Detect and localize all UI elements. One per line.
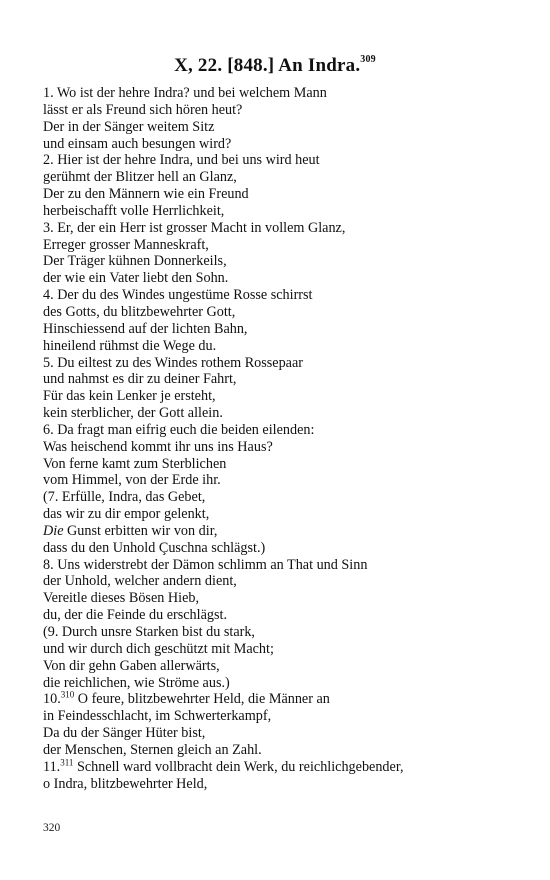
poem-line: [43, 557, 513, 574]
poem-line: [43, 607, 513, 624]
poem-title-text: X, 22. [848.] An Indra.: [174, 55, 361, 76]
verse-number: 10.: [43, 691, 61, 708]
line-text: Von dir gehn Gaben allerwärts,: [43, 657, 220, 674]
poem-line: [43, 405, 513, 422]
line-text: Der Träger kühnen Donnerkeils,: [43, 253, 227, 270]
line-text: O feure, blitzbewehrter Held, die Männer an: [74, 691, 330, 708]
poem-line: [43, 355, 513, 372]
poem-line: [43, 523, 513, 540]
line-text: 2. Hier ist der hehre Indra, und bei uns wird heut: [43, 152, 320, 169]
poem-line: [43, 456, 513, 473]
poem-line: [43, 708, 513, 725]
line-text: und wir durch dich geschützt mit Macht;: [43, 640, 274, 657]
poem-line: [43, 136, 513, 153]
line-text: (7. Erfülle, Indra, das Gebet,: [43, 489, 206, 506]
line-text: gerühmt der Blitzer hell an Glanz,: [43, 169, 237, 186]
line-text: 4. Der du des Windes ungestüme Rosse schirrst: [43, 287, 313, 304]
line-text: Erreger grosser Manneskraft,: [43, 236, 209, 253]
line-text: kein sterblicher, der Gott allein.: [43, 405, 223, 422]
line-text: Der in der Sänger weitem Sitz: [43, 118, 215, 135]
line-text: hineilend rühmst die Wege du.: [43, 337, 217, 354]
poem-line: [43, 237, 513, 254]
line-text: Vereitle dieses Bösen Hieb,: [43, 590, 200, 607]
poem-line: [43, 304, 513, 321]
poem-line: [43, 253, 513, 270]
page-number: 320: [43, 822, 61, 834]
line-text: 3. Er, der ein Herr ist grosser Macht in vollem Glanz,: [43, 219, 346, 236]
poem-line: [43, 338, 513, 355]
line-text: Hinschiessend auf der lichten Bahn,: [43, 320, 248, 337]
poem-line: [43, 573, 513, 590]
poem-title: [0, 55, 550, 77]
line-text: 6. Da fragt man eifrig euch die beiden eilenden:: [43, 421, 315, 438]
line-text: (9. Durch unsre Starken bist du stark,: [43, 624, 255, 640]
poem-line: [43, 506, 513, 523]
footnote-marker: 310: [60, 689, 75, 700]
line-text: Was heischend kommt ihr uns ins Haus?: [43, 438, 273, 455]
line-text: das wir zu dir empor gelenkt,: [43, 506, 210, 523]
poem-line: [43, 489, 513, 506]
line-text: herbeischafft volle Herrlichkeit,: [43, 202, 225, 219]
italic-word: Die: [43, 522, 64, 539]
poem-line: [43, 119, 513, 136]
poem-line: [43, 742, 513, 759]
poem-line: [43, 321, 513, 338]
poem-line: [43, 220, 513, 237]
poem-line: [43, 725, 513, 742]
verse-number: 11.: [43, 758, 61, 775]
line-text: der wie ein Vater liebt den Sohn.: [43, 270, 229, 287]
line-text: 1. Wo ist der hehre Indra? und bei welchem Mann: [43, 85, 327, 101]
line-text: vom Himmel, von der Erde ihr.: [43, 472, 221, 489]
line-text: Von ferne kamt zum Sterblichen: [43, 455, 227, 472]
poem-line: [43, 691, 513, 708]
title-footnote-marker: 309: [360, 53, 376, 65]
poem-line: [43, 590, 513, 607]
poem-line: [43, 203, 513, 220]
line-text: Da du der Sänger Hüter bist,: [43, 725, 206, 742]
poem-body: [43, 85, 513, 792]
line-text: Für das kein Lenker je ersteht,: [43, 388, 216, 405]
line-text: 5. Du eiltest zu des Windes rothem Rossepaar: [43, 354, 304, 371]
footnote-marker: 311: [60, 757, 74, 768]
poem-line: [43, 658, 513, 675]
line-text: 8. Uns widerstrebt der Dämon schlimm an That und Sinn: [43, 556, 368, 573]
line-text: Gunst erbitten wir von dir,: [63, 522, 218, 539]
line-text: und einsam auch besungen wird?: [43, 135, 232, 152]
line-text: des Gotts, du blitzbewehrter Gott,: [43, 303, 236, 320]
line-text: dass du den Unhold Çuschna schlägst.): [43, 539, 266, 556]
poem-line: [43, 152, 513, 169]
poem-line: [43, 85, 513, 102]
line-text: die reichlichen, wie Ströme aus.): [43, 674, 230, 691]
line-text: du, der die Feinde du erschlägst.: [43, 607, 227, 624]
line-text: lässt er als Freund sich hören heut?: [43, 101, 243, 118]
line-text: Schnell ward vollbracht dein Werk, du reichlichgebender,: [73, 758, 404, 775]
line-text: der Unhold, welcher andern dient,: [43, 573, 237, 590]
line-text: in Feindesschlacht, im Schwerterkampf,: [43, 708, 272, 725]
poem-line: [43, 102, 513, 119]
poem-line: [43, 186, 513, 203]
poem-line: [43, 422, 513, 439]
poem-line: [43, 472, 513, 489]
poem-line: [43, 371, 513, 388]
line-text: und nahmst es dir zu deiner Fahrt,: [43, 371, 237, 388]
poem-line: [43, 388, 513, 405]
line-text: Der zu den Männern wie ein Freund: [43, 186, 249, 203]
poem-line: [43, 169, 513, 186]
line-text: o Indra, blitzbewehrter Held,: [43, 775, 208, 792]
line-text: der Menschen, Sternen gleich an Zahl.: [43, 741, 262, 758]
poem-line: [43, 540, 513, 557]
poem-line: [43, 624, 513, 641]
poem-line: [43, 759, 513, 776]
poem-line: [43, 439, 513, 456]
poem-line: [43, 270, 513, 287]
poem-line: [43, 776, 513, 793]
poem-line: [43, 287, 513, 304]
poem-line: [43, 675, 513, 692]
poem-line: [43, 641, 513, 658]
